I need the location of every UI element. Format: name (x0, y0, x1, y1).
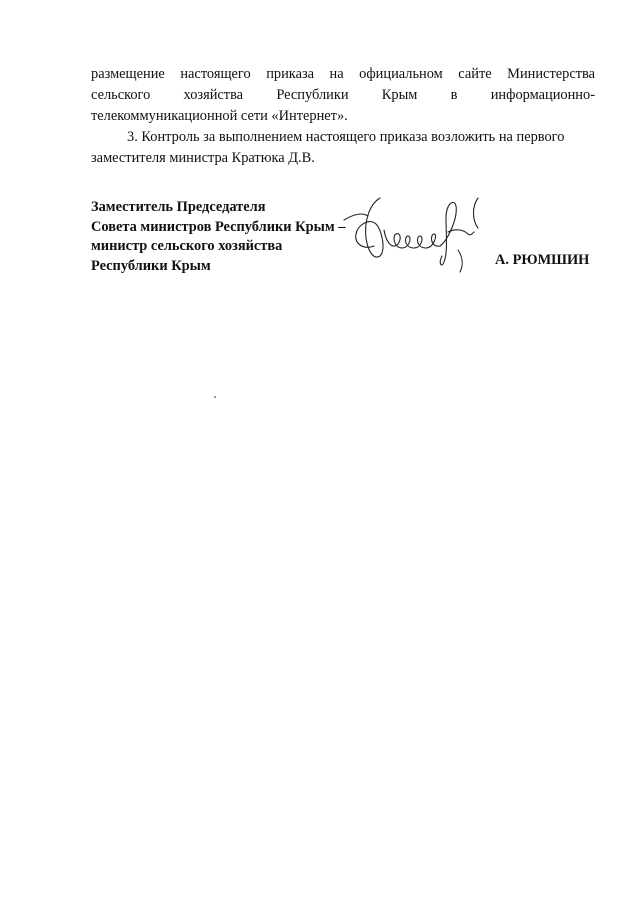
paragraph-line: сельского хозяйства Республики Крым в информационно- (91, 87, 595, 103)
document-body (91, 64, 595, 169)
position-line: Совета министров Республики Крым – (91, 218, 346, 235)
paragraph-line: 3. Контроль за выполнением настоящего приказа возложить на первого (127, 129, 565, 145)
handwritten-signature (340, 190, 510, 280)
position-line: министр сельского хозяйства (91, 238, 283, 254)
paragraph-line: телекоммуникационной сети «Интернет». (91, 108, 348, 124)
paragraph-line: размещение настоящего приказа на официальном сайте Министерства (91, 66, 595, 82)
scan-speck (214, 396, 216, 398)
paragraph-line: заместителя министра Кратюка Д.В. (91, 150, 315, 166)
position-line: Республики Крым (91, 257, 211, 274)
position-line: Заместитель Председателя (91, 199, 266, 215)
signer-name: А. РЮМШИН (495, 252, 590, 268)
